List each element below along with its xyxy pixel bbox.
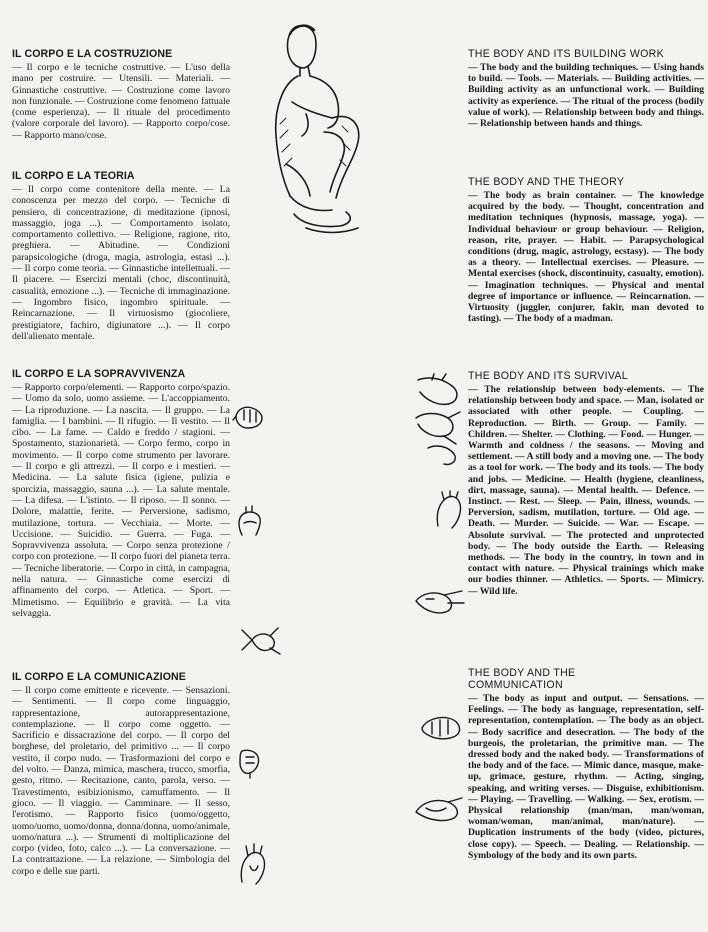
section-sopravvivenza-it [12,368,230,619]
section-heading: IL CORPO E LA TEORIA [12,170,135,182]
section-heading: THE BODY AND THE COMMUNICATION [468,667,576,691]
section-text: — The body as input and output. — Sensations. — Feelings. — The body as language, representation, self-representation, contemplation. — The body as an object. — Body sacrifice and desecration. — The body of the burgeois, the proletarian, the primitive man. — The dressed body and the naked body. — Transformations of the body and of the face. — Mimic dance, masque, make-up, grimace, gesture, rhythm. — Acting, singing, speaking, and writing verses. — Disguise, exhibitionism. — Playing. — Travelling. — Walking. — Sex, erotism. — Physical relationship (man/man, man/woman, woman/woman, man/animal, man/nature). — Duplication instruments of the body (video, pictures, close copy). — Speech. — Dealing. — Relationship. — Symbology of the body and its own parts. [468,693,704,861]
section-heading: IL CORPO E LA COSTRUZIONE [12,48,173,60]
section-text: — Il corpo e le tecniche costruttive. — L'uso della mano per costruire. — Utensili. — Materiali. — Ginnastiche costruttive. — Costruzione come lavoro non funzionale. — Costruzione come fenomeno fattuale (come esperienza). — Il rituale del procedimento (valore corporale del lavoro). — Rapporto corpo/cose. — Rapporto mano/cose. [12,62,230,141]
hand-gesture-icon [234,842,274,888]
hand-gesture-icon [232,400,268,432]
section-text: — The body as brain container. — The knowledge acquired by the body. — Thought, concentration and meditation techniques (hypnosis, massage, yoga). — Individual behaviour or group behaviour. — Religion, reason, rite, prayer. — Habit. — Parapsychological conditions (drug, magic, astrology, ecstasy). — The body as a theory. — Intellectual exercises. — Pleasure. — Mental exercises (shock, discontinuity, casualty, emotion). — Imagination techniques. — Physical and mental degree of importance or influence. — Reincarnation. — Virtuosity (juggler, conjurer, fakir, man devoted to fasting). — The body of a madman. [468,190,704,325]
section-survival-en [468,370,704,597]
section-heading: IL CORPO E LA SOPRAVVIVENZA [12,368,186,380]
hand-gesture-icon [238,620,282,660]
section-heading: IL CORPO E LA COMUNICAZIONE [12,671,186,683]
section-text: — Rapporto corpo/elementi. — Rapporto corpo/spazio. — Uomo da solo, uomo assieme. — L'accoppiamento. — La riproduzione. — La nascita. — Il gruppo. — La famiglia. — I bambini. — Il rifugio. — Il vestito. — Il cibo. — La fame. — Caldo e freddo / stagioni. — Spostamento, stazionarietà. — Corpo fermo, corpo in movimento. — Il corpo come strumento per lavorare. — Il corpo e gli attrezzi. — Il corpo e i mestieri. — Medicina. — La salute fisica (igiene, pulizia e sporcizia, massaggio, sauna ...). — La salute mentale. — La difesa. — L'istinto. — Il riposo. — Il sonno. — Dolore, malattie, ferite. — Perversione, sadismo, mutilazione, tortura. — Vecchiaia. — Morte. — Uccisione. — Suicidio. — Guerra. — Fuga. — Sopravvivenza assoluta. — Corpo senza protezione / corpo con protezione. — Il corpo fuori del pianeta terra. — Tecniche liberatorie. — Corpo in città, in campagna, nella natura. — Ginnastiche come esercizi di affinamento del corpo. — Atletica. — Sport. — Mimetismo. — Equilibrio e gravità. — La vita selvaggia. [12,382,230,619]
hand-gesture-icon [418,710,466,744]
hand-gesture-icon [234,505,264,539]
section-heading: THE BODY AND ITS SURVIVAL [468,370,628,382]
section-text: — Il corpo come emittente e ricevente. — Sensazioni. — Sentimenti. — Il corpo come linguaggio, rappresentazione, autorappresentazione, contemplazione. — Il corpo come oggetto. — Sacrificio e dissacrazione del corpo. — Il corpo del borghese, del proletario, del primitivo ... — Il corpo vestito, il corpo nudo. — Trasformazioni del corpo e del volto. — Danza, mimica, maschera, trucco, smorfia, gesto, ritmo. — Recitazione, canto, parola, verso. — Travestimento, esibizionismo, camuffamento. — Il gioco. — Il viaggio. — Camminare. — Il sesso, l'erotismo. — Rapporto fisico (uomo/oggetto, uomo/uomo, uomo/donna, donna/donna, uomo/animale, uomo/natura ...). — Strumenti di moltiplicazione del corpo (video, foto, calco ...). — La conversazione. — La contrattazione. — La relazione. — Simbologia del corpo e delle sue parti. [12,685,230,877]
section-costruzione-it [12,48,230,141]
section-teoria-it [12,170,230,342]
hand-gesture-icon [408,372,466,468]
crouching-figure-illustration [246,14,374,236]
section-communication-en [468,667,704,861]
section-heading: THE BODY AND ITS BUILDING WORK [468,48,664,60]
section-text: — Il corpo come contenitore della mente. — La conoscenza per mezzo del corpo. — Tecniche di pensiero, di concentrazione, di meditazione (ipnosi, massaggio, joga ...). — Comportamento isolato, comportamento collettivo. — Religione, ragione, rito, preghiera. — Abitudine. — Condizioni parapsicologiche (droga, magia, astrologia, estasi ...). — Il corpo come teoria. — Ginnastiche intellettuali. — Il piacere. — Esercizi mentali (choc, discontinuità, casualità, emozione ...). — Tecniche di immaginazione. — Ingombro fisico, ingombro spirituale. — Reincarnazione. — Il virtuosismo (giocoliere, prestigiatore, fachiro, digiunatore ...). — Il corpo dell'alienato mentale. [12,184,230,342]
section-building-en [468,48,704,129]
hand-gesture-icon [412,790,466,826]
section-text: — The body and the building techniques. — Using hands to build. — Tools. — Materials. — Building activities. — Building activity as an unfunctional work. — Building activity as experience. — The ritual of the process (bodily value of work). — Relationship between body and things. — Relationship between hands and things. [468,62,704,130]
section-heading: THE BODY AND THE THEORY [468,176,625,188]
section-theory-en [468,176,704,324]
hand-gesture-icon [412,585,466,617]
section-comunicazione-it [12,671,230,877]
hand-gesture-icon [432,490,466,530]
hand-gesture-icon [236,745,266,779]
section-text: — The relationship between body-elements. — The relationship between body and space. — Man, isolated or associated with other people. — Coupling. — Reproduction. — Birth. — Group. — Family. — Children. — Shelter. — Clothing. — Food. — Hunger. — Warmth and coldness / the seasons. — Moving and settlement. — A still body and a moving one. — The body as a tool for work. — The body and its tools. — The body and jobs. — Medicine. — Health (hygiene, cleanliness, dirt, massage, sauna). — Mental health. — Defence. — Instinct. — Rest. — Sleep. — Pain, illness, wounds. — Perversion, sadism, mutilation, torture. — Old age. — Death. — Murder. — Suicide. — War. — Escape. — Absolute survival. — The protected and unprotected body. — The body outside the Earth. — Releasing methods. — The body in the country, in town and in contact with nature. — Physical trainings which make our bodies thinner. — Athletics. — Sports. — Mimicry. — Wild life. [468,384,704,597]
